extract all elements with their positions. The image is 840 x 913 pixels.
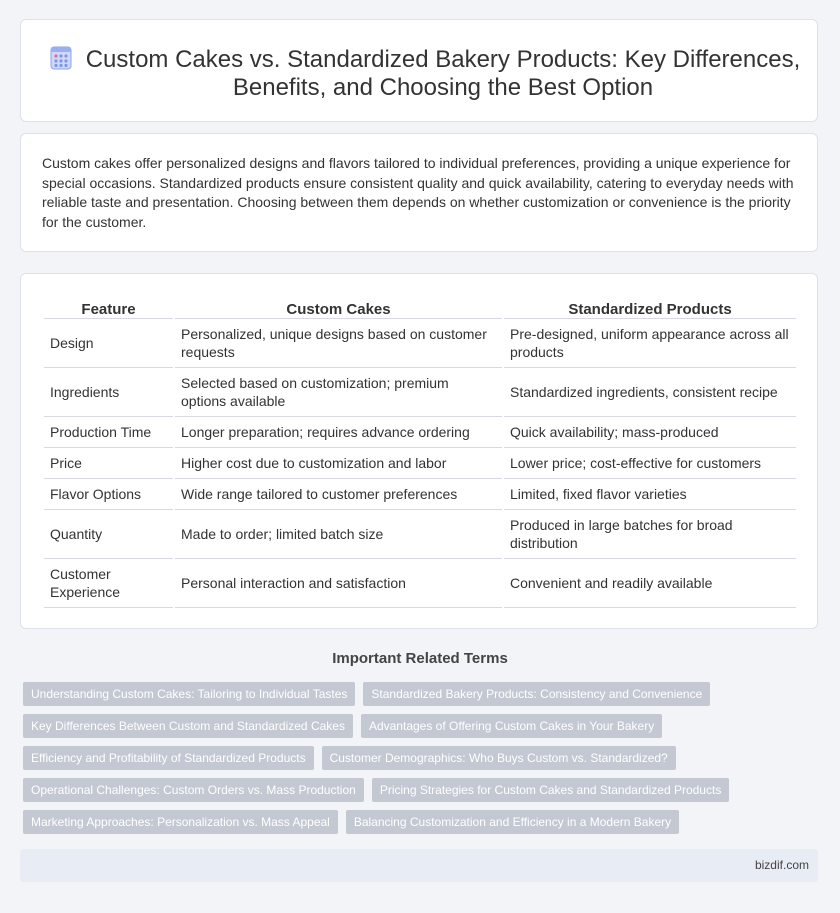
column-header-standardized-products: Standardized Products — [504, 296, 796, 319]
table-row — [44, 479, 796, 510]
feature-cell: Production Time — [44, 417, 173, 448]
standardized-cell: Pre-designed, uniform appearance across all products — [504, 319, 796, 368]
intro-paragraph: Custom cakes offer personalized designs and flavors tailored to individual preferences, providing a unique experience for special occasions. Standardized products ensure consistent quality and quick availability, catering to everyday needs with reliable taste and presentation. Choosing between them depends on whether customization or convenience is the priority for the customer. — [42, 155, 794, 230]
custom-cell: Wide range tailored to customer preferences — [175, 479, 502, 510]
custom-cell: Personalized, unique designs based on customer requests — [175, 319, 502, 368]
related-term-tag[interactable]: Operational Challenges: Custom Orders vs. Mass Production — [23, 778, 364, 802]
related-term-tag[interactable]: Balancing Customization and Efficiency in a Modern Bakery — [346, 810, 679, 834]
header-card — [20, 19, 818, 122]
feature-cell: Quantity — [44, 510, 173, 559]
related-terms-list — [23, 682, 743, 834]
related-term-tag[interactable]: Efficiency and Profitability of Standardized Products — [23, 746, 314, 770]
related-term-tag[interactable]: Marketing Approaches: Personalization vs. Mass Appeal — [23, 810, 338, 834]
intro-card — [20, 133, 818, 252]
footer-bar — [20, 849, 818, 882]
related-term-tag[interactable]: Customer Demographics: Who Buys Custom vs. Standardized? — [322, 746, 676, 770]
table-row — [44, 417, 796, 448]
feature-cell: Price — [44, 448, 173, 479]
comparison-card — [20, 273, 818, 629]
custom-cell: Higher cost due to customization and labor — [175, 448, 502, 479]
feature-cell: Design — [44, 319, 173, 368]
custom-cell: Made to order; limited batch size — [175, 510, 502, 559]
table-row — [44, 559, 796, 608]
table-row — [44, 368, 796, 417]
related-term-tag[interactable]: Advantages of Offering Custom Cakes in Your Bakery — [361, 714, 662, 738]
standardized-cell: Standardized ingredients, consistent recipe — [504, 368, 796, 417]
standardized-cell: Lower price; cost-effective for customers — [504, 448, 796, 479]
standardized-cell: Quick availability; mass-produced — [504, 417, 796, 448]
standardized-cell: Convenient and readily available — [504, 559, 796, 608]
custom-cell: Personal interaction and satisfaction — [175, 559, 502, 608]
custom-cell: Selected based on customization; premium options available — [175, 368, 502, 417]
calculator-icon — [49, 46, 73, 70]
standardized-cell: Limited, fixed flavor varieties — [504, 479, 796, 510]
related-term-tag[interactable]: Standardized Bakery Products: Consistency and Convenience — [363, 682, 710, 706]
table-row — [44, 448, 796, 479]
column-header-feature: Feature — [44, 296, 173, 319]
page-title: Custom Cakes vs. Standardized Bakery Products: Key Differences, Benefits, and Choosing the Best Option — [85, 46, 801, 101]
related-terms-heading: Important Related Terms — [332, 650, 508, 667]
feature-cell: Ingredients — [44, 368, 173, 417]
feature-cell: Flavor Options — [44, 479, 173, 510]
table-header-row — [44, 296, 796, 319]
related-term-tag[interactable]: Pricing Strategies for Custom Cakes and Standardized Products — [372, 778, 730, 802]
feature-cell: Customer Experience — [44, 559, 173, 608]
footer-site-link[interactable]: bizdif.com — [754, 858, 809, 872]
related-term-tag[interactable]: Understanding Custom Cakes: Tailoring to Individual Tastes — [23, 682, 355, 706]
table-row — [44, 319, 796, 368]
table-row — [44, 510, 796, 559]
column-header-custom-cakes: Custom Cakes — [175, 296, 502, 319]
related-term-tag[interactable]: Key Differences Between Custom and Standardized Cakes — [23, 714, 353, 738]
standardized-cell: Produced in large batches for broad distribution — [504, 510, 796, 559]
comparison-table — [42, 296, 798, 608]
custom-cell: Longer preparation; requires advance ordering — [175, 417, 502, 448]
